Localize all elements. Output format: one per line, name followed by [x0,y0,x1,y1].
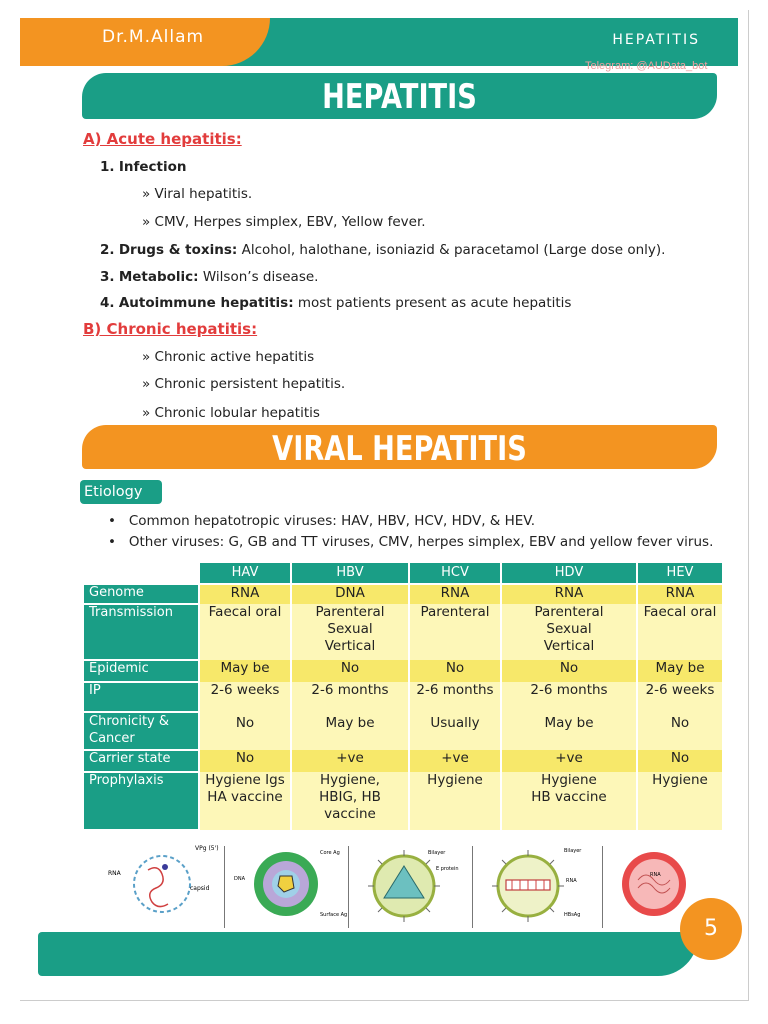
author-name: Dr.M.Allam [102,27,205,47]
table-row: IP 2-6 weeks 2-6 months 2-6 months 2-6 months 2-6 weeks [84,682,723,712]
etiology-bullet: • Common hepatotropic viruses: HAV, HBV, HCV, HDV, & HEV. [108,513,536,529]
hdv-label: Bilayer [564,848,582,854]
telegram-watermark: Telegram: @AUData_bot [585,60,708,72]
row-header: Epidemic [84,660,199,682]
divider [602,846,603,928]
col-header: HCV [409,563,501,584]
infection-item: » CMV, Herpes simplex, EBV, Yellow fever. [142,214,426,230]
hbv-label: Surface Ag [320,912,348,918]
chronic-item: » Chronic persistent hepatitis. [142,376,346,392]
row-header: Prophylaxis [84,772,199,830]
hav-virus-diagram [90,840,220,932]
row-header: Carrier state [84,750,199,772]
chronic-title: B) Chronic hepatitis: [83,320,258,338]
divider [472,846,473,928]
hcv-label: E protein [436,866,459,872]
col-header: HDV [501,563,637,584]
chronic-item: » Chronic active hepatitis [142,349,315,365]
table-row: Chronicity & Cancer No May be Usually May be No [84,712,723,750]
chronic-item: » Chronic lobular hepatitis [142,405,320,421]
viral-title-banner [82,425,717,469]
virus-diagrams [90,840,710,932]
col-header: HAV [199,563,291,584]
table-row: Transmission Faecal oral Parenteral Sexual Vertical Parenteral Parenteral Sexual Vertical Faecal oral [84,604,723,660]
row-header: Chronicity & Cancer [84,712,199,750]
hbv-virus-diagram [228,840,348,932]
divider [348,846,349,928]
table-row: Epidemic May be No No No May be [84,660,723,682]
page-number: 5 [680,898,742,960]
hav-label: RNA [108,870,121,877]
table-row: Prophylaxis Hygiene Igs HA vaccine Hygiene, HBIG, HB vaccine Hygiene Hygiene HB vaccine Hygiene [84,772,723,830]
table-row: Carrier state No +ve +ve +ve No [84,750,723,772]
hcv-label: Bilayer [428,850,446,856]
autoimmune-line: 4. Autoimmune hepatitis: most patients present as acute hepatitis [100,295,572,311]
hev-label: RNA [650,872,661,878]
table-row: Genome RNA DNA RNA RNA RNA [84,584,723,604]
main-title: HEPATITIS [322,77,477,117]
infection-line: 1. Infection [100,159,187,175]
hbv-label: Core Ag [320,850,340,856]
col-header: HBV [291,563,409,584]
hav-label: VPg (5') [195,845,219,852]
footer-bar [38,932,698,976]
row-header: Transmission [84,604,199,660]
viral-title: VIRAL HEPATITIS [272,429,527,469]
row-header: IP [84,682,199,712]
row-header: Genome [84,584,199,604]
hdv-label: HBsAg [564,912,581,918]
section-name: HEPATITIS [612,32,700,48]
hav-label: capsid [190,885,210,892]
metabolic-line: 3. Metabolic: Wilson’s disease. [100,269,319,285]
drugs-line: 2. Drugs & toxins: Alcohol, halothane, isoniazid & paracetamol (Large dose only). [100,242,666,258]
acute-title: A) Acute hepatitis: [83,130,242,148]
page [20,10,749,1001]
hdv-label: RNA [566,878,577,884]
divider [224,846,225,928]
infection-item: » Viral hepatitis. [142,186,253,202]
col-header: HEV [637,563,723,584]
etiology-bullet: • Other viruses: G, GB and TT viruses, CMV, herpes simplex, EBV and yellow fever virus. [108,534,714,550]
hbv-label: DNA [234,876,246,882]
hcv-virus-diagram [352,840,470,932]
etiology-label: Etiology [80,480,162,504]
hdv-virus-diagram [476,840,600,932]
main-title-banner [82,73,717,119]
viral-comparison-table [84,563,724,831]
